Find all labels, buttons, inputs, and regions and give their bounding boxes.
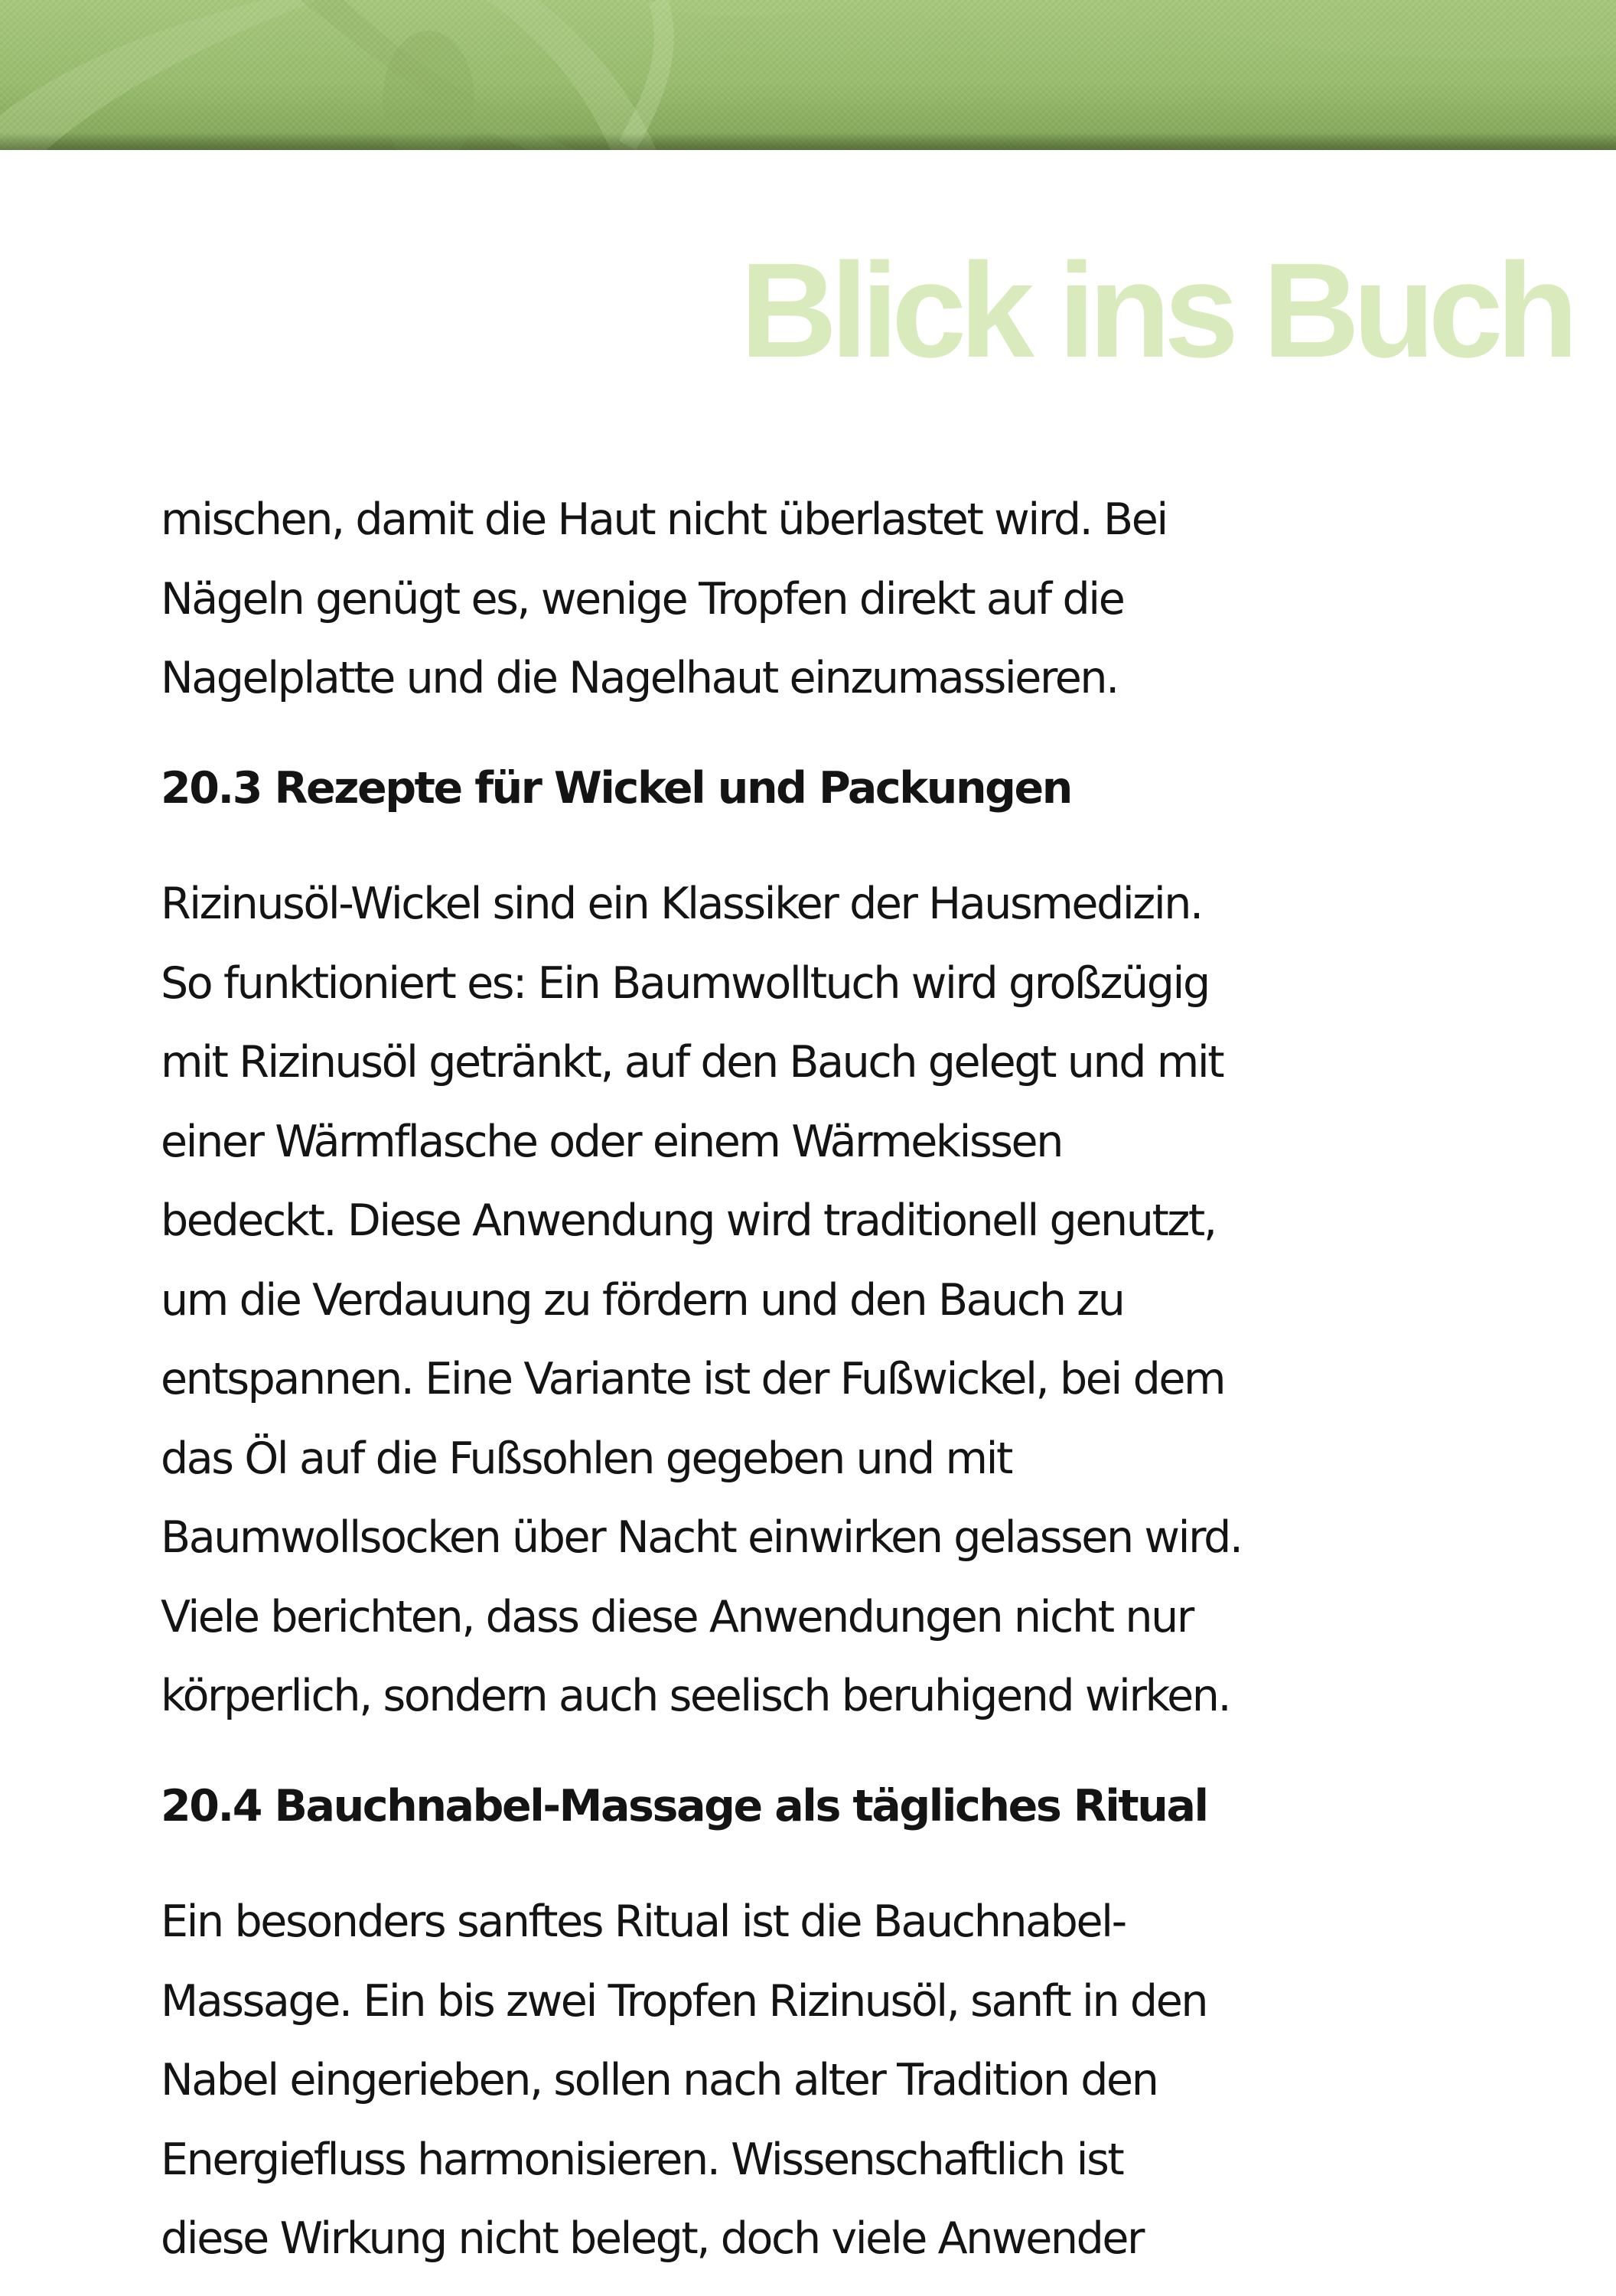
- text-line: das Öl auf die Fußsohlen gegeben und mit: [161, 1433, 1012, 1484]
- text-line: Viele berichten, dass diese Anwendungen nicht nur: [161, 1591, 1193, 1642]
- section-20-3-paragraph: [161, 865, 1523, 1737]
- text-line: Nabel eingerieben, sollen nach alter Tradition den: [161, 2055, 1158, 2105]
- section-20-4-paragraph: [161, 1883, 1523, 2279]
- fabric-texture: [0, 0, 1616, 150]
- section-heading-20-3: 20.3 Rezepte für Wickel und Packungen: [161, 762, 1071, 814]
- text-line: Baumwollsocken über Nacht einwirken gelassen wird.: [161, 1512, 1242, 1563]
- text-line: Energiefluss harmonisieren. Wissenschaftlich ist: [161, 2134, 1123, 2185]
- text-line: Ein besonders sanftes Ritual ist die Bauchnabel-: [161, 1896, 1126, 1947]
- text-line: einer Wärmflasche oder einem Wärmekissen: [161, 1116, 1062, 1167]
- header-banner: [0, 0, 1616, 150]
- book-excerpt: [161, 481, 1523, 2279]
- page-title: Blick ins Buch: [740, 236, 1572, 386]
- text-line: Nägeln genügt es, wenige Tropfen direkt auf die: [161, 573, 1124, 625]
- text-line: diese Wirkung nicht belegt, doch viele Anwender: [161, 2213, 1144, 2264]
- text-line: mit Rizinusöl getränkt, auf den Bauch gelegt und mit: [161, 1037, 1223, 1088]
- text-line: Rizinusöl-Wickel sind ein Klassiker der Hausmedizin.: [161, 879, 1202, 929]
- text-line: So funktioniert es: Ein Baumwolltuch wird großzügig: [161, 957, 1209, 1009]
- section-heading-20-4: 20.4 Bauchnabel-Massage als tägliches Ritual: [161, 1780, 1207, 1831]
- text-line: entspannen. Eine Variante ist der Fußwickel, bei dem: [161, 1354, 1225, 1404]
- text-line: Massage. Ein bis zwei Tropfen Rizinusöl, sanft in den: [161, 1975, 1207, 2027]
- intro-paragraph: [161, 481, 1523, 719]
- text-line: körperlich, sondern auch seelisch beruhigend wirken.: [161, 1671, 1230, 1721]
- text-line: mischen, damit die Haut nicht überlastet wird. Bei: [161, 494, 1167, 545]
- text-line: bedeckt. Diese Anwendung wird traditionell genutzt,: [161, 1195, 1216, 1246]
- text-line: Nagelplatte und die Nagelhaut einzumassieren.: [161, 653, 1118, 703]
- text-line: um die Verdauung zu fördern und den Bauch zu: [161, 1274, 1124, 1326]
- banner-edge-shadow: [0, 133, 1616, 150]
